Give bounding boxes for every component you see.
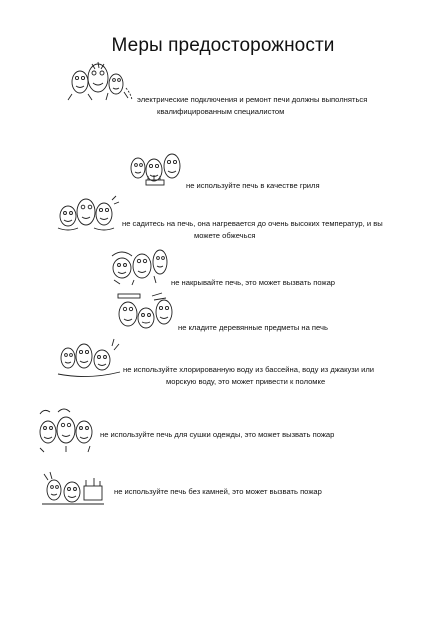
item-text-line: не кладите деревянные предметы на печь bbox=[178, 323, 328, 332]
cartoon-characters-icon bbox=[66, 58, 134, 104]
item-text-line: квалифицированным специалистом bbox=[157, 107, 285, 116]
item-text-line: можете обжечься bbox=[194, 231, 256, 240]
item-text-line: не используйте хлорированную воду из бассейна, воду из джакузи или bbox=[123, 365, 375, 374]
cartoon-characters-icon bbox=[108, 242, 170, 286]
cartoon-characters-icon bbox=[36, 406, 100, 454]
cartoon-characters-icon bbox=[126, 146, 186, 188]
item-text-line: не накрывайте печь, это может вызвать пожар bbox=[171, 278, 336, 287]
cartoon-characters-icon bbox=[54, 190, 120, 234]
item-text-line: не используйте печь для сушки одежды, это может вызвать пожар bbox=[100, 430, 335, 439]
item-text-line: морскую воду, это может привести к поломке bbox=[166, 377, 326, 386]
item-text-line: не используйте печь в качестве гриля bbox=[186, 181, 320, 190]
item-text-line: не используйте печь без камней, это может вызвать пожар bbox=[114, 487, 322, 496]
item-text-line: электрические подключения и ремонт печи должны выполняться bbox=[137, 95, 368, 104]
item-text-line: не садитесь на печь, она нагревается до очень высоких температур, и вы bbox=[122, 219, 383, 228]
cartoon-characters-icon bbox=[40, 468, 108, 510]
cartoon-characters-icon bbox=[56, 336, 122, 378]
cartoon-characters-icon bbox=[112, 290, 176, 334]
page-title: Меры предосторожности bbox=[111, 34, 335, 56]
